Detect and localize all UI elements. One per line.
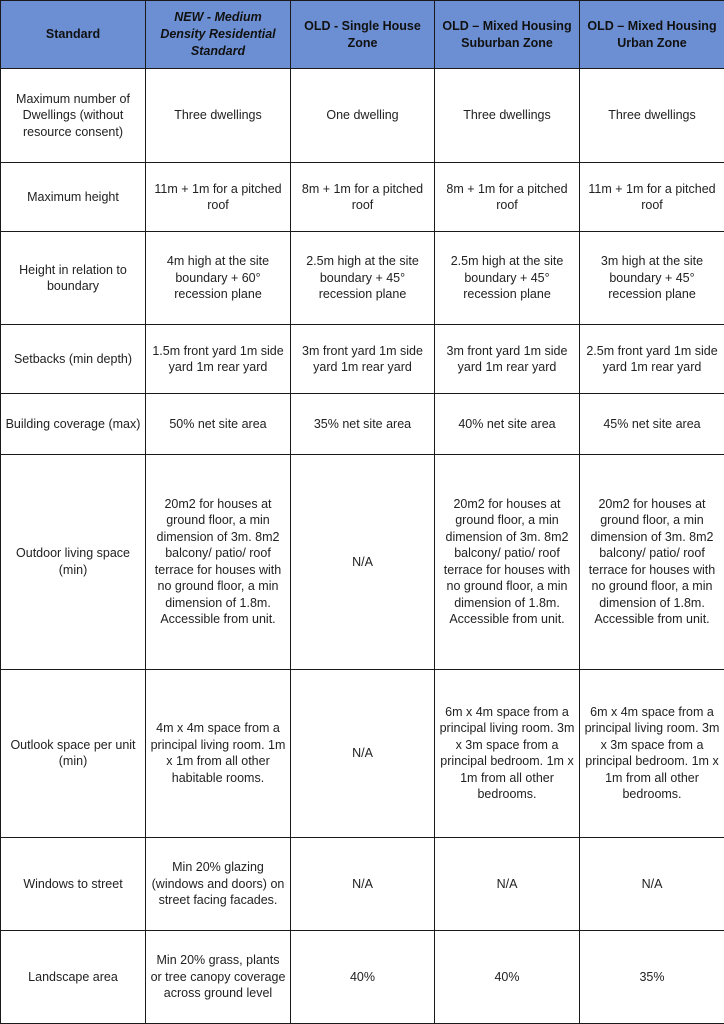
header-new-medium-density: NEW - Medium Density Residential Standard: [146, 1, 291, 69]
row-label: Building coverage (max): [1, 394, 146, 455]
table-cell: 8m + 1m for a pitched roof: [291, 163, 435, 232]
table-row: [1, 163, 724, 232]
header-mixed-suburban: OLD – Mixed Housing Suburban Zone: [435, 1, 580, 69]
table-cell: 3m high at the site boundary + 45° recession plane: [580, 232, 724, 325]
table-cell: N/A: [580, 837, 724, 930]
table-cell: 40% net site area: [435, 394, 580, 455]
table-cell: 4m high at the site boundary + 60° recession plane: [146, 232, 291, 325]
table-row: [1, 232, 724, 325]
table-row: [1, 69, 724, 163]
table-cell: 3m front yard 1m side yard 1m rear yard: [291, 325, 435, 394]
table-cell: 45% net site area: [580, 394, 724, 455]
row-label: Maximum height: [1, 163, 146, 232]
table-row: [1, 837, 724, 930]
table-cell: 3m front yard 1m side yard 1m rear yard: [435, 325, 580, 394]
table-cell: 6m x 4m space from a principal living room. 3m x 3m space from a principal bedroom. 1m x 1m from all other bedrooms.: [435, 669, 580, 837]
header-mixed-urban: OLD – Mixed Housing Urban Zone: [580, 1, 724, 69]
table-cell: 40%: [435, 930, 580, 1023]
table-cell: 35% net site area: [291, 394, 435, 455]
table-cell: 1.5m front yard 1m side yard 1m rear yard: [146, 325, 291, 394]
table-cell: 40%: [291, 930, 435, 1023]
table-cell: 11m + 1m for a pitched roof: [580, 163, 724, 232]
table-cell: 8m + 1m for a pitched roof: [435, 163, 580, 232]
table-cell: 6m x 4m space from a principal living room. 3m x 3m space from a principal bedroom. 1m x 1m from all other bedrooms.: [580, 669, 724, 837]
table-cell: Three dwellings: [146, 69, 291, 163]
row-label: Setbacks (min depth): [1, 325, 146, 394]
table-cell: N/A: [291, 455, 435, 669]
row-label: Windows to street: [1, 837, 146, 930]
table-cell: 20m2 for houses at ground floor, a min dimension of 3m. 8m2 balcony/ patio/ roof terrace for houses with no ground floor, a min dimension of 1.8m. Accessible from unit.: [435, 455, 580, 669]
row-label: Outlook space per unit (min): [1, 669, 146, 837]
table-cell: Min 20% glazing (windows and doors) on street facing facades.: [146, 837, 291, 930]
table-cell: 2.5m high at the site boundary + 45° recession plane: [435, 232, 580, 325]
table-row: [1, 394, 724, 455]
table-row: [1, 455, 724, 669]
table-cell: 35%: [580, 930, 724, 1023]
table-cell: One dwelling: [291, 69, 435, 163]
table-cell: Three dwellings: [580, 69, 724, 163]
table-cell: 11m + 1m for a pitched roof: [146, 163, 291, 232]
table-cell: Three dwellings: [435, 69, 580, 163]
table-cell: N/A: [291, 837, 435, 930]
row-label: Landscape area: [1, 930, 146, 1023]
table-row: [1, 669, 724, 837]
header-single-house: OLD - Single House Zone: [291, 1, 435, 69]
table-row: [1, 325, 724, 394]
row-label: Maximum number of Dwellings (without resource consent): [1, 69, 146, 163]
header-row: [1, 1, 724, 69]
table-cell: 50% net site area: [146, 394, 291, 455]
header-standard: Standard: [1, 1, 146, 69]
table-row: [1, 930, 724, 1023]
row-label: Outdoor living space (min): [1, 455, 146, 669]
table-cell: 20m2 for houses at ground floor, a min dimension of 3m. 8m2 balcony/ patio/ roof terrace for houses with no ground floor, a min dimension of 1.8m. Accessible from unit.: [146, 455, 291, 669]
table-cell: 2.5m high at the site boundary + 45° recession plane: [291, 232, 435, 325]
table-cell: N/A: [291, 669, 435, 837]
table-cell: 4m x 4m space from a principal living room. 1m x 1m from all other habitable rooms.: [146, 669, 291, 837]
table-cell: 2.5m front yard 1m side yard 1m rear yard: [580, 325, 724, 394]
table-cell: N/A: [435, 837, 580, 930]
row-label: Height in relation to boundary: [1, 232, 146, 325]
table-cell: 20m2 for houses at ground floor, a min dimension of 3m. 8m2 balcony/ patio/ roof terrace for houses with no ground floor, a min dimension of 1.8m. Accessible from unit.: [580, 455, 724, 669]
table-cell: Min 20% grass, plants or tree canopy coverage across ground level: [146, 930, 291, 1023]
